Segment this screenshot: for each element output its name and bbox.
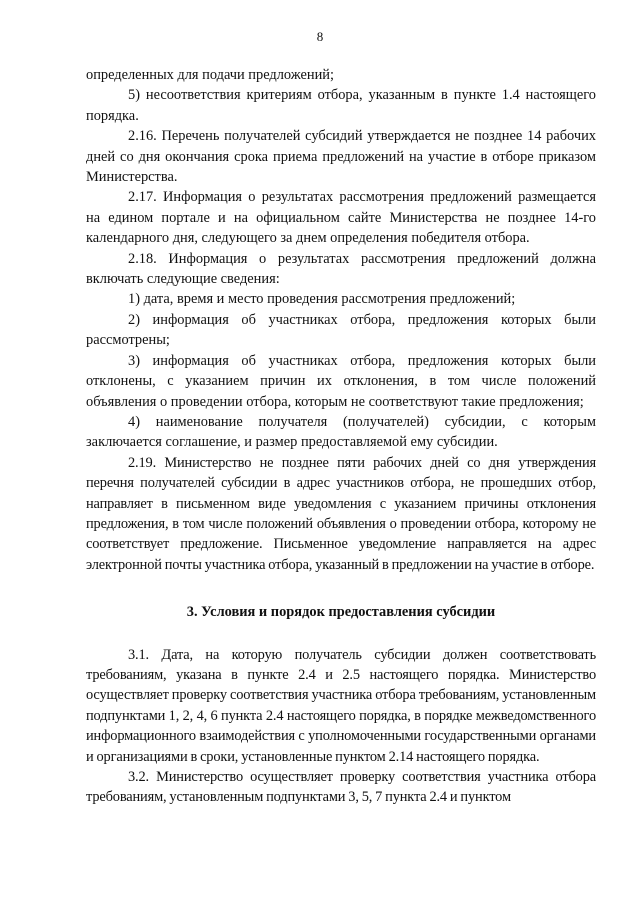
paragraph-2-18: 2.18. Информация о результатах рассмотрения предложений должна включать следующие сведения: <box>86 250 596 288</box>
paragraph-item-5: 5) несоответствия критериям отбора, указанным в пункте 1.4 настоящего порядка. <box>86 87 596 124</box>
paragraph-2-18-item-1: 1) дата, время и место проведения рассмотрения предложений; <box>128 291 516 308</box>
section-3-heading: 3. Условия и порядок предоставления субсидии <box>186 604 496 621</box>
paragraph-3-1: 3.1. Дата, на которую получатель субсидии должен соответствовать требованиям, указана в пункте 2.4 и 2.5 настоящего порядка. Министерство осуществляет проверку соответствия участника отбора требованиям, установленным подпунктами 1, 2, 4, 6 пункта 2.4 настоящего порядка, в порядке межведомственного информационного взаимодействия с уполномоченными государственными органами и организациями в сроки, установленные пунктом 2.14 настоящего порядка. <box>86 646 596 765</box>
paragraph-continuation: определенных для подачи предложений; <box>86 67 334 83</box>
paragraph-2-18-item-3: 3) информация об участниках отбора, предложения которых были отклонены, с указанием причин их отклонения, в том числе положений объявления о проведении отбора, которым не соответствуют такие предложения; <box>86 352 596 410</box>
paragraph-2-19: 2.19. Министерство не позднее пяти рабочих дней со дня утверждения перечня получателей субсидии в адрес участников отбора, не прошедших отбор, направляет в письменном виде уведомления с указанием причины отклонения предложения, в том числе положений объявления о проведении отбора, которому не соответствует предложение. Письменное уведомление направляется на адрес электронной почты участника отбора, указанный в предложении на участие в отборе. <box>86 454 596 573</box>
paragraph-2-17: 2.17. Информация о результатах рассмотрения предложений размещается на едином портале и на официальном сайте Министерства не позднее 14-го календарного дня, следующего за днем определения победителя отбора. <box>86 189 596 247</box>
paragraph-2-16: 2.16. Перечень получателей субсидий утверждается не позднее 14 рабочих дней со дня окончания срока приема предложений на участие в отборе приказом Министерства. <box>86 128 596 186</box>
page-number: 8 <box>316 29 324 44</box>
paragraph-2-18-item-4: 4) наименование получателя (получателей) субсидии, с которым заключается соглашение, и размер предоставляемой ему субсидии. <box>86 413 596 451</box>
paragraph-2-18-item-2: 2) информация об участниках отбора, предложения которых были рассмотрены; <box>86 311 596 349</box>
page-content <box>86 65 596 808</box>
paragraph-3-2: 3.2. Министерство осуществляет проверку соответствия участника отбора требованиям, установленным подпунктами 3, 5, 7 пункта 2.4 и пунктом <box>86 769 596 806</box>
